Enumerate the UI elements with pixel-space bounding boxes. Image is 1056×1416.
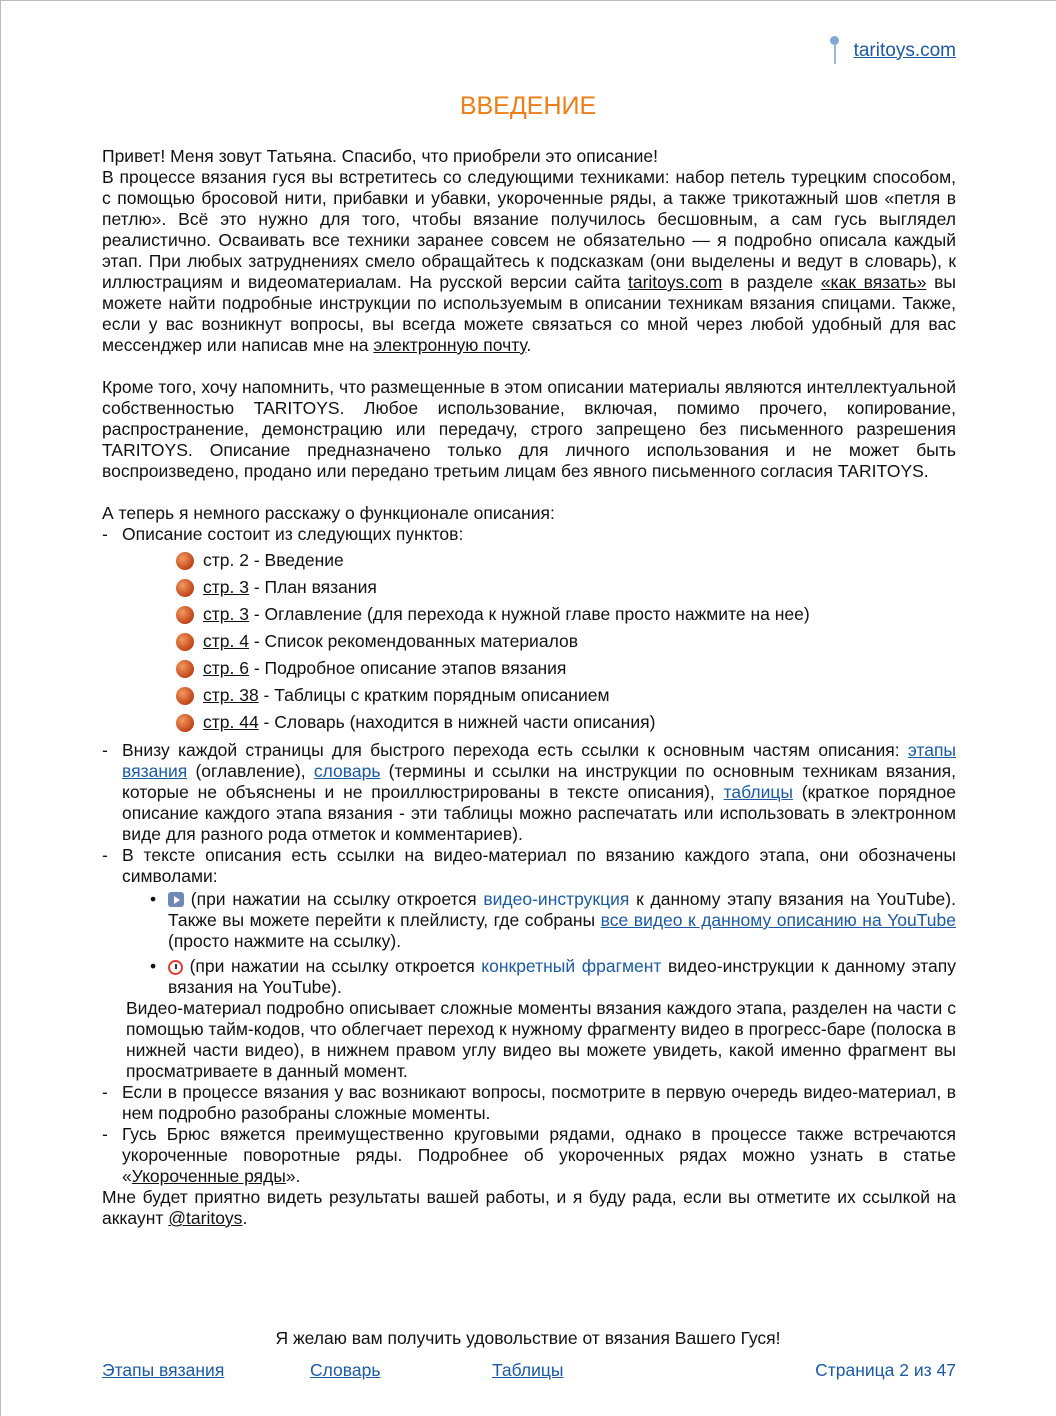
- toc-separator: -: [248, 577, 265, 597]
- bullet1-text-c: (просто нажмите на ссылку).: [168, 931, 402, 951]
- intro-text-b: в разделе: [722, 272, 821, 292]
- fragment-link[interactable]: конкретный фрагмент: [481, 956, 662, 976]
- toc-label: Введение: [264, 550, 344, 570]
- toc-separator: -: [248, 604, 265, 624]
- footer-stages-link[interactable]: Этапы вязания: [102, 1360, 225, 1380]
- page-number: Страница 2 из 47: [815, 1360, 956, 1380]
- toc-item[interactable]: [176, 682, 956, 709]
- toc-page-link[interactable]: стр. 3: [203, 604, 249, 624]
- toc-page-link[interactable]: стр. 38: [203, 685, 259, 705]
- contents-intro: - Описание состоит из следующих пунктов:: [102, 524, 956, 545]
- closing-text-b: .: [242, 1208, 248, 1228]
- bullet1-text-b: к данному этапу вязания на YouTube). Также вы можете перейти к плейлисту, где собраны: [168, 889, 956, 930]
- intro-text-d: .: [526, 335, 532, 355]
- nav-text-d: (краткое порядное описание каждого этапа вязания - эти таблицы можно распечатать или использовать в электронном виде для разного рода отметок и комментариев).: [122, 782, 956, 844]
- yarn-ball-icon: [176, 687, 194, 705]
- toc-label: Словарь (находится в нижней части описания): [274, 712, 656, 732]
- yarn-ball-icon: [176, 660, 194, 678]
- yarn-ball-icon: [176, 606, 194, 624]
- short-rows-link[interactable]: Укороченные ряды: [131, 1166, 286, 1186]
- site-link-inline[interactable]: taritoys.com: [627, 272, 723, 292]
- toc-item[interactable]: [176, 655, 956, 682]
- instagram-link[interactable]: @taritoys: [168, 1208, 243, 1228]
- stages-link[interactable]: этапы вязания: [122, 740, 956, 781]
- toc-item[interactable]: [176, 574, 956, 601]
- short-rows-item: [102, 1124, 956, 1187]
- toc-item[interactable]: [176, 709, 956, 736]
- nav-text-a: Внизу каждой страницы для быстрого перехода есть ссылки к основным частям описания:: [122, 740, 908, 760]
- nav-links-item: [102, 740, 956, 845]
- bullet2-text-b: видео-инструкции к данному этапу вязания на YouTube).: [168, 956, 956, 997]
- footer-nav: [102, 1360, 956, 1382]
- footer-glossary-link[interactable]: Словарь: [310, 1360, 381, 1380]
- glossary-link[interactable]: словарь: [313, 761, 381, 781]
- intro-text-c: вы можете найти подробные инструкции по используемым в описании техникам вязания спицами. Также, если у вас возникнут вопросы, вы всегда можете связаться со мной через любой удобный для вас мессенджер или написав мне на: [102, 272, 956, 355]
- bullet-dot: •: [150, 956, 157, 976]
- how-to-knit-link[interactable]: «как вязать»: [820, 272, 927, 292]
- footer-tables-link[interactable]: Таблицы: [492, 1360, 564, 1380]
- copyright-paragraph: Кроме того, хочу напомнить, что размещенные в этом описании материалы являются интеллектуальной собственностью TARITOYS. Любое использование, включая, помимо прочего, копирование, распространение, демонстрацию или передачу, строго запрещено без письменного разрешения TARITOYS. Описание предназначено только для личного использования и не может быть воспроизведено, продано или передано третьим лицам без явного письменного согласия TARITOYS.: [102, 377, 956, 481]
- toc-page-link[interactable]: стр. 6: [203, 658, 249, 678]
- rows-text-b: ».: [285, 1166, 301, 1186]
- greeting: Привет! Меня зовут Татьяна. Спасибо, что приобрели это описание!: [102, 146, 658, 166]
- toc-page-link[interactable]: стр. 4: [203, 631, 249, 651]
- page-border-top: [0, 0, 1056, 1]
- toc-separator: -: [248, 658, 265, 678]
- yarn-ball-icon: [176, 552, 194, 570]
- toc-label: План вязания: [264, 577, 377, 597]
- rows-text-a: Гусь Брюс вяжется преимущественно круговыми рядами, однако в процессе также встречаются укороченные поворотные ряды. Подробнее об укороченных рядах можно узнать в статье «: [122, 1124, 956, 1186]
- video-description: Видео-материал подробно описывает сложные моменты вязания каждого этапа, разделен на части с помощью тайм-кодов, что облегчает переход к нужному фрагменту видео в прогресс-баре (полоска в нижней части видео), в нижнем правом углу видео вы можете увидеть, какой именно фрагмент вы просматриваете в данный момент.: [126, 998, 956, 1081]
- alarm-clock-icon: [168, 960, 183, 975]
- yarn-ball-icon: [176, 633, 194, 651]
- bullet-dot: •: [150, 889, 157, 909]
- closing-paragraph: [102, 1187, 956, 1229]
- toc-label: Таблицы с кратким порядным описанием: [274, 685, 610, 705]
- toc-item[interactable]: [176, 601, 956, 628]
- page-title: ВВЕДЕНИЕ: [459, 92, 597, 120]
- wish-line: Я желаю вам получить удовольствие от вязания Вашего Гуся!: [275, 1328, 781, 1348]
- toc-page-link[interactable]: стр. 44: [203, 712, 259, 732]
- nav-text-c: (термины и ссылки на инструкции по основным техникам вязания, которые не объяснены и не проиллюстрированы в тексте описания),: [122, 761, 956, 802]
- main-content: [102, 146, 956, 1229]
- video-icon: [168, 892, 184, 907]
- toc-item[interactable]: [176, 547, 956, 574]
- intro-paragraph: [102, 167, 956, 356]
- toc-separator: -: [258, 685, 275, 705]
- toc-label: Оглавление (для перехода к нужной главе просто нажмите на нее): [264, 604, 810, 624]
- toc-page-link[interactable]: стр. 3: [203, 577, 249, 597]
- header-logo[interactable]: [826, 36, 956, 64]
- nav-text-b: (оглавление),: [187, 761, 314, 781]
- email-link[interactable]: электронную почту: [373, 335, 527, 355]
- toc-label: Список рекомендованных материалов: [264, 631, 579, 651]
- tables-link[interactable]: таблицы: [723, 782, 793, 802]
- bullet2-text-a: (при нажатии на ссылку откроется: [183, 956, 482, 976]
- playlist-link[interactable]: все видео к данному описанию на YouTube: [600, 910, 956, 930]
- pin-icon: [826, 36, 844, 64]
- toc-separator: -: [248, 631, 265, 651]
- questions-item: - Если в процессе вязания у вас возникают вопросы, посмотрите в первую очередь видео-материал, в нем подробно разобраны сложные моменты.: [102, 1082, 956, 1124]
- toc-page-link: стр. 2: [203, 550, 249, 570]
- video-item: - В тексте описания есть ссылки на видео-материал по вязанию каждого этапа, они обозначены символами:: [102, 845, 956, 887]
- closing-text-a: Мне будет приятно видеть результаты вашей работы, и я буду рада, если вы отметите их ссылкой на аккаунт: [102, 1187, 956, 1228]
- site-link[interactable]: taritoys.com: [853, 39, 956, 61]
- toc-separator: -: [258, 712, 275, 732]
- yarn-ball-icon: [176, 579, 194, 597]
- toc-item[interactable]: [176, 628, 956, 655]
- page-border-left: [0, 0, 1, 1416]
- yarn-ball-icon: [176, 714, 194, 732]
- toc-separator: -: [248, 550, 265, 570]
- functional-intro: А теперь я немного расскажу о функционале описания:: [102, 503, 555, 523]
- toc-list: [176, 547, 956, 736]
- video-instruction-link[interactable]: видео-инструкция: [483, 889, 630, 909]
- toc-label: Подробное описание этапов вязания: [264, 658, 567, 678]
- intro-text-a: В процессе вязания гуся вы встретитесь со следующими техниками: набор петель турецким способом, с помощью бросовой нити, прибавки и убавки, укороченные ряды, а также трикотажный шов «петля в петлю». Всё это нужно для того, чтобы вязание получилось бесшовным, а сам гусь выглядел реалистично. Осваивать все техники заранее совсем не обязательно — я подробно описала каждый этап. При любых затруднениях смело обращайтесь к подсказкам (они выделены и ведут в словарь), к иллюстрациям и видеоматериалам. На русской версии сайта: [102, 167, 956, 292]
- bullet1-text-a: (при нажатии на ссылку откроется: [184, 889, 484, 909]
- video-bullet-2: [102, 956, 956, 998]
- video-bullet-1: [102, 889, 956, 952]
